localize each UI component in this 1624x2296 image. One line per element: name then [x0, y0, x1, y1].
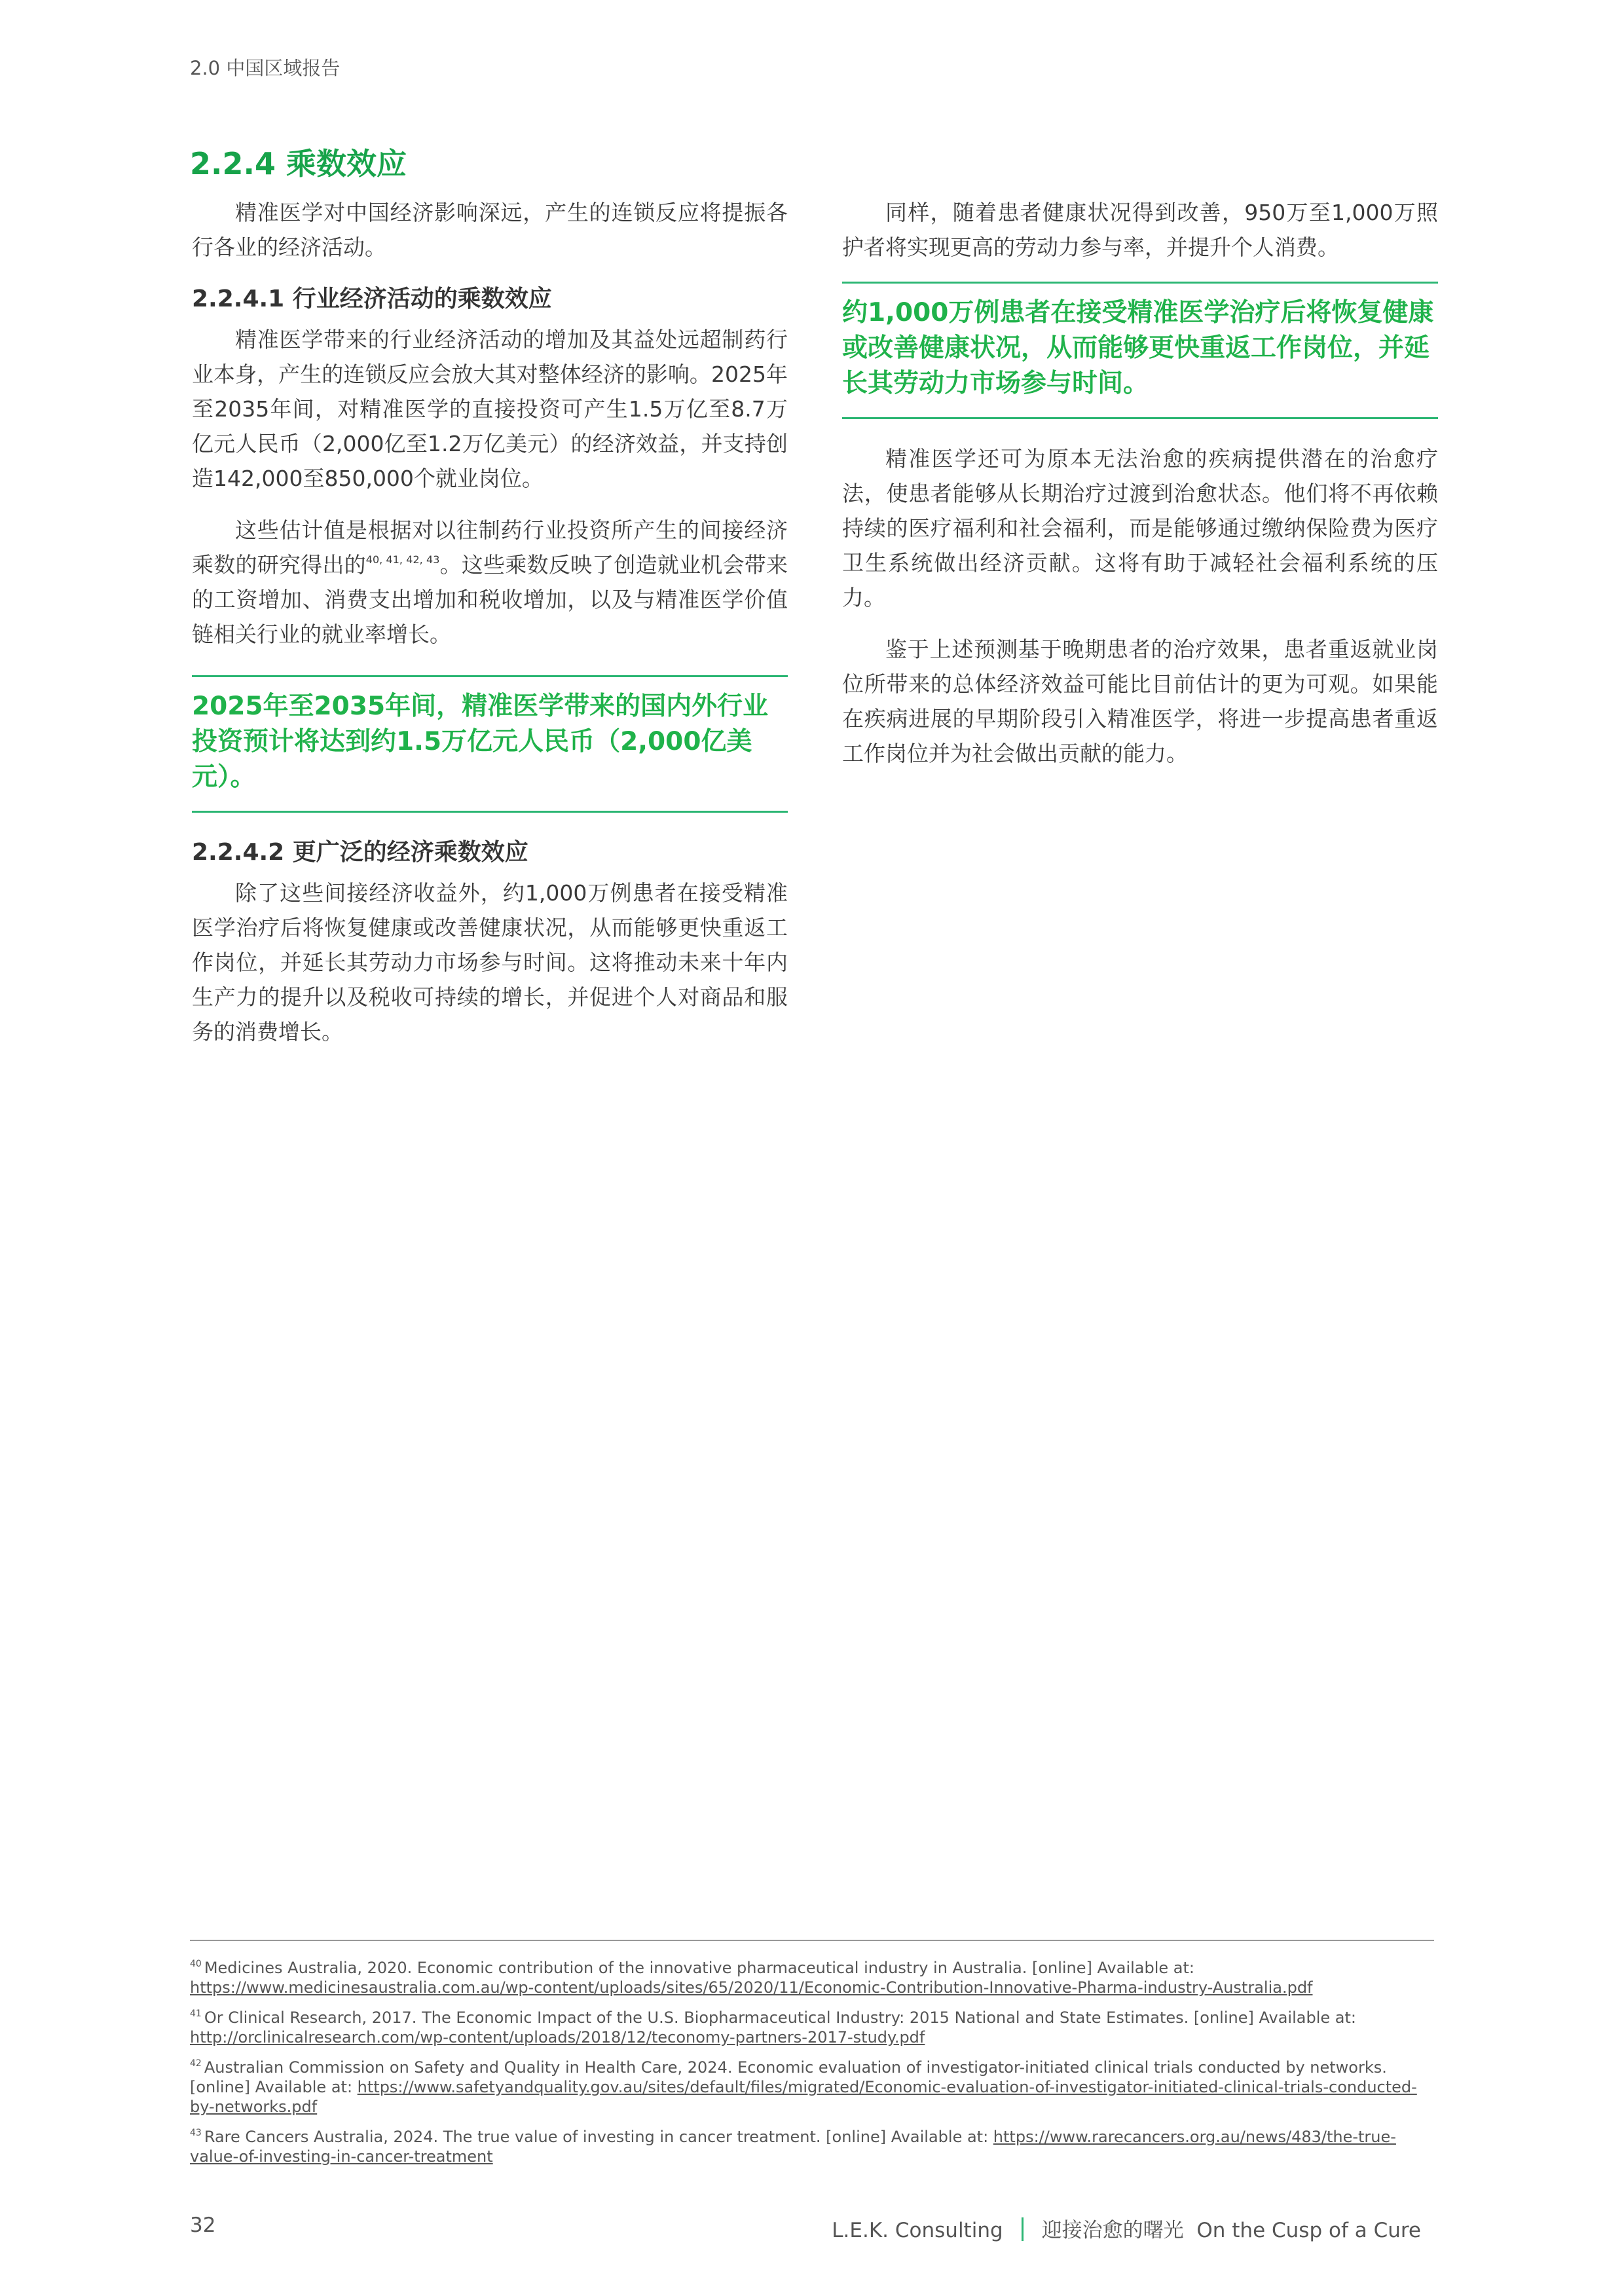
left-column [192, 195, 788, 1066]
footnote-references: 40, 41, 42, 43 [365, 553, 440, 566]
callout-investment: 2025年至2035年间，精准医学带来的国内外行业投资预计将达到约1.5万亿元人民币（2,000亿美元）。 [192, 675, 788, 813]
early-stage-paragraph: 鉴于上述预测基于晚期患者的治疗效果，患者重返就业岗位所带来的总体经济效益可能比目前估计的更为可观。如果能在疾病进展的早期阶段引入精准医学，将进一步提高患者重返工作岗位并为社会做出贡献的能力。 [842, 637, 1438, 766]
caregivers-paragraph: 同样，随着患者健康状况得到改善，950万至1,000万照护者将实现更高的劳动力参与率，并提升个人消费。 [842, 200, 1438, 260]
estimates-text-before: 这些估计值是根据对以往制药行业投资所产生的间接经济乘数的研究得出的 [192, 517, 788, 578]
estimates-text-after: 。这些乘数反映了创造就业机会带来的工资增加、消费支出增加和税收增加，以及与精准医学价值链相关行业的就业率增长。 [192, 552, 788, 647]
report-title-cn: 迎接治愈的曙光 [1041, 2219, 1184, 2242]
industry-multiplier-paragraph: 精准医学带来的行业经济活动的增加及其益处远超制药行业本身，产生的连锁反应会放大其对整体经济的影响。2025年至2035年间，对精准医学的直接投资可产生1.5万亿至8.7万亿元人民币（2,000亿至1.2万亿美元）的经济效益，并支持创造142,000至850,000个就业岗位。 [192, 327, 788, 491]
intro-paragraph: 精准医学对中国经济影响深远，产生的连锁反应将提振各行各业的经济活动。 [192, 200, 788, 260]
page-number: 32 [190, 2213, 216, 2237]
footnote-link[interactable]: https://www.safetyandquality.gov.au/sites/default/files/migrated/Economic-evaluation-of-investigator-initiated-clinical-trials-conducted-by-networks.pdf [190, 2078, 1417, 2116]
right-column [842, 195, 1438, 788]
cure-paragraph: 精准医学还可为原本无法治愈的疾病提供潜在的治愈疗法，使患者能够从长期治疗过渡到治愈状态。他们将不再依赖持续的医疗福利和社会福利，而是能够通过缴纳保险费为医疗卫生系统做出经济贡献。这将有助于减轻社会福利系统的压力。 [842, 446, 1438, 610]
estimates-paragraph [192, 513, 788, 652]
footer-brand [832, 2213, 1421, 2243]
subsection-heading-industry-multiplier: 2.2.4.1 行业经济活动的乘数效应 [192, 286, 552, 312]
callout-patients: 约1,000万例患者在接受精准医学治疗后将恢复健康或改善健康状况，从而能够更快重返工作岗位，并延长其劳动力市场参与时间。 [842, 282, 1438, 419]
footnote-41: $^{41}$ Or Clinical Research, 2017. The Economic Impact of the U.S. Biopharmaceutical Industry: 2015 National and State Estimates. [online] Available at: http://orclinicalresearch.com/wp-content/uploads/2018/12/teconomy-partners-2017-study.pdf [190, 2009, 1356, 2046]
footnote-42: $^{42}$ Australian Commission on Safety and Quality in Health Care, 2024. Economic evaluation of investigator-initiated clinical trials conducted by networks. [online] Available at: https://www.safetyandquality.gov.au/sites/default/files/migrated/Economic-evaluation-of-investigator-initiated-clinical-trials-conducted-by-networks.pdf [190, 2058, 1417, 2116]
footnote-link[interactable]: http://orclinicalresearch.com/wp-content/uploads/2018/12/teconomy-partners-2017-study.pdf [190, 2028, 925, 2046]
footer-divider [1022, 2217, 1024, 2241]
broader-multiplier-paragraph: 除了这些间接经济收益外，约1,000万例患者在接受精准医学治疗后将恢复健康或改善健康状况，从而能够更快重返工作岗位，并延长其劳动力市场参与时间。这将推动未来十年内生产力的提升以及税收可持续的增长，并促进个人对商品和服务的消费增长。 [192, 880, 788, 1045]
subsection-heading-broader-multiplier: 2.2.4.2 更广泛的经济乘数效应 [192, 839, 528, 866]
report-title-en: On the Cusp of a Cure [1196, 2219, 1421, 2242]
footnote-link[interactable]: https://www.medicinesaustralia.com.au/wp-content/uploads/sites/65/2020/11/Economic-Contribution-Innovative-Pharma-industry-Australia.pdf [190, 1978, 1313, 1997]
running-header: 2.0 中国区域报告 [190, 57, 341, 79]
company-name: L.E.K. Consulting [832, 2219, 1003, 2242]
footnotes [190, 1940, 1434, 2173]
footnote-40: $^{40}$ Medicines Australia, 2020. Economic contribution of the innovative pharmaceutical industry in Australia. [online] Available at: https://www.medicinesaustralia.com.au/wp-content/uploads/sites/65/2020/11/Economic-Contribution-Innovative-Pharma-industry-Australia.pdf [190, 1959, 1313, 1997]
footnote-43: $^{43}$ Rare Cancers Australia, 2024. The true value of investing in cancer treatment. [online] Available at: https://www.rarecancers.org.au/news/483/the-true-value-of-investing-in-cancer-treatment [190, 2128, 1396, 2166]
section-title: 2.2.4 乘数效应 [190, 146, 407, 181]
footnote-link[interactable]: https://www.rarecancers.org.au/news/483/the-true-value-of-investing-in-cancer-treatment [190, 2128, 1396, 2166]
